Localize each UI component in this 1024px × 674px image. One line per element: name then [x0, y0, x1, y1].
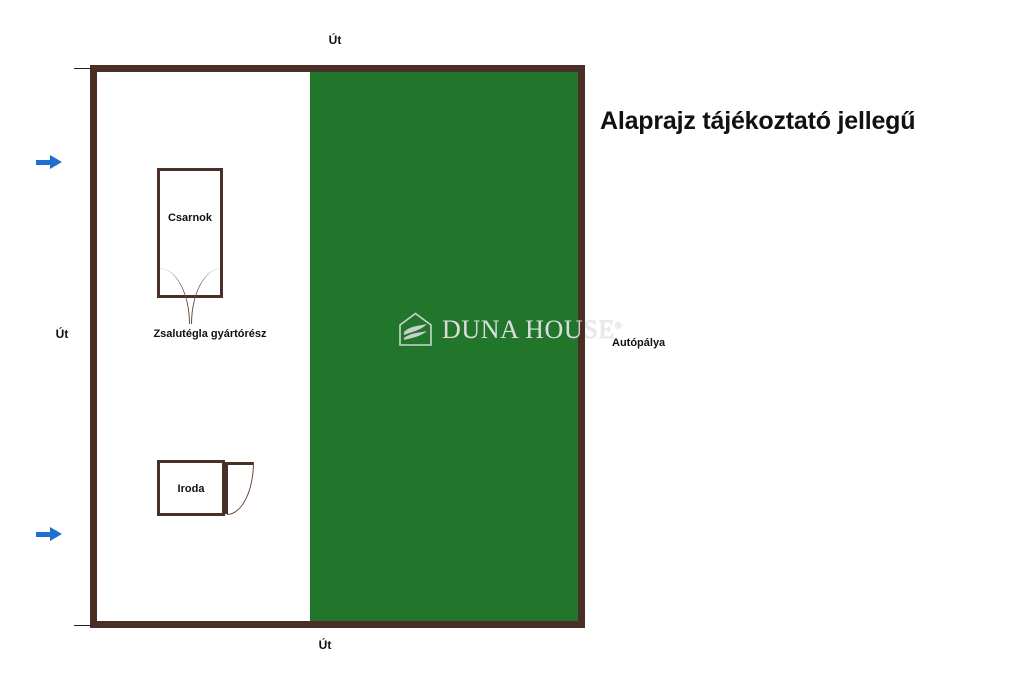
building-csarnok-label: Csarnok — [167, 212, 213, 224]
building-iroda-label: Iroda — [177, 483, 205, 495]
iroda-door-swing-arc — [227, 462, 254, 515]
road-label-left: Út — [55, 327, 69, 341]
yard-label: Zsalutégla gyártórész — [153, 328, 267, 340]
watermark-text — [442, 315, 622, 345]
boundary-tick-bottom — [74, 625, 92, 626]
boundary-tick-top — [74, 68, 92, 69]
page-title: Alaprajz tájékoztató jellegű — [600, 107, 916, 135]
access-arrow-bottom-icon — [36, 527, 62, 541]
arrow-head — [50, 527, 62, 541]
watermark-registered-mark: ® — [614, 319, 623, 330]
duna-house-logo-icon — [398, 312, 433, 347]
watermark-brand: DUNA HOUSE — [442, 314, 615, 344]
road-label-bottom: Út — [318, 638, 332, 652]
autopalya-label: Autópálya — [612, 337, 666, 349]
arrow-head — [50, 155, 62, 169]
road-label-top: Út — [328, 33, 342, 47]
iroda-door-icon — [225, 462, 253, 514]
watermark — [398, 312, 622, 347]
access-arrow-top-icon — [36, 155, 62, 169]
